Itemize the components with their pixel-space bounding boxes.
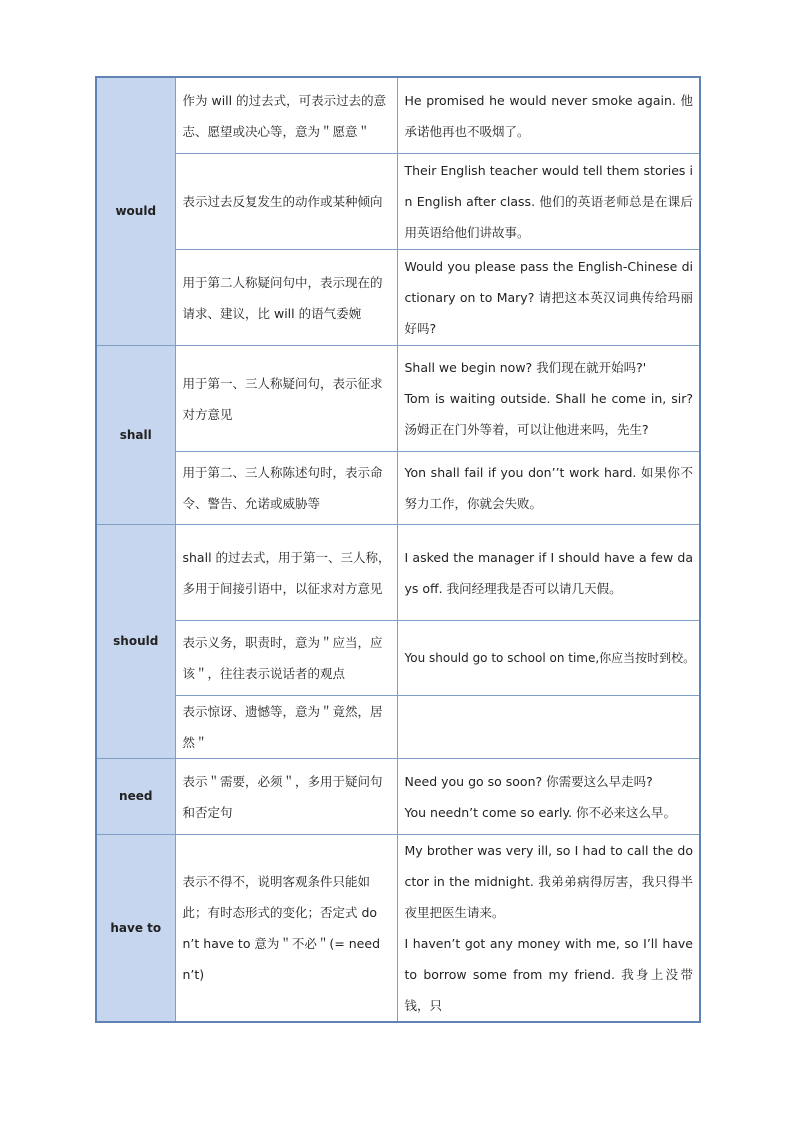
example-text: He promised he would never smoke again. 他承诺他再也不吸烟了。	[404, 92, 693, 139]
example-text: I asked the manager if I should have a few days off. 我问经理我是否可以请几天假。	[404, 549, 693, 596]
example-cell	[397, 525, 700, 621]
table-row	[96, 759, 700, 835]
modal-word-have-to: have to	[96, 835, 175, 1023]
example-cell	[397, 835, 700, 1023]
example-cell	[397, 621, 700, 696]
table-row	[96, 621, 700, 696]
example-text: Yon shall fail if you don’’t work hard. 如果你不努力工作，你就会失败。	[404, 465, 693, 511]
usage-cell: 用于第二人称疑问句中，表示现在的请求、建议，比 will 的语气委婉	[175, 250, 397, 346]
modal-verbs-table	[95, 76, 701, 1023]
modal-word-should: should	[96, 525, 175, 759]
example-cell	[397, 759, 700, 835]
example-text: You needn’t come so early. 你不必来这么早。	[404, 804, 677, 820]
example-cell	[397, 154, 700, 250]
usage-cell: 作为 will 的过去式，可表示过去的意志、愿望或决心等，意为＂愿意＂	[175, 77, 397, 154]
example-text: Tom is waiting outside. Shall he come in, sir? 汤姆正在门外等着，可以让他进来吗，先生?	[404, 391, 693, 437]
modal-word-would: would	[96, 77, 175, 346]
example-cell	[397, 77, 700, 154]
usage-cell: 表示义务，职责时，意为＂应当，应该＂，往往表示说话者的观点	[175, 621, 397, 696]
example-text: Need you go so soon? 你需要这么早走吗?	[404, 773, 653, 789]
table-row	[96, 696, 700, 759]
table-row	[96, 346, 700, 452]
table-row	[96, 250, 700, 346]
example-text: My brother was very ill, so I had to call the doctor in the midnight. 我弟弟病得厉害，我只得半夜里把医生请来。	[404, 843, 693, 920]
table-row	[96, 835, 700, 1023]
example-text: Would you please pass the English-Chinese dictionary on to Mary? 请把这本英汉词典传给玛丽好吗?	[404, 259, 693, 336]
table-row	[96, 525, 700, 621]
example-cell-empty	[397, 696, 700, 759]
usage-cell: 表示不得不，说明客观条件只能如此；有时态形式的变化；否定式 don’t have to 意为＂不必＂(= needn’t)	[175, 835, 397, 1023]
example-text: Their English teacher would tell them stories in English after class. 他们的英语老师总是在课后用英语给他们讲故事。	[404, 163, 693, 240]
example-text: I haven’t got any money with me, so I’ll have to borrow some from my friend. 我身上没带钱，只	[404, 936, 693, 1013]
example-cell	[397, 346, 700, 452]
modal-word-need: need	[96, 759, 175, 835]
table-row	[96, 452, 700, 525]
example-cell	[397, 250, 700, 346]
usage-cell: 表示惊讶、遗憾等，意为＂竟然，居然＂	[175, 696, 397, 759]
table-row	[96, 77, 700, 154]
usage-cell: 表示＂需要，必须＂，多用于疑问句和否定句	[175, 759, 397, 835]
example-cell	[397, 452, 700, 525]
example-text: Shall we begin now? 我们现在就开始吗?'	[404, 360, 647, 375]
usage-cell: 表示过去反复发生的动作或某种倾向	[175, 154, 397, 250]
usage-cell: 用于第二、三人称陈述句时，表示命令、警告、允诺或威胁等	[175, 452, 397, 525]
modal-word-shall: shall	[96, 346, 175, 525]
usage-cell: 用于第一、三人称疑问句，表示征求对方意见	[175, 346, 397, 452]
example-text: You should go to school on time,你应当按时到校。	[404, 650, 696, 665]
table-row	[96, 154, 700, 250]
usage-cell: shall 的过去式，用于第一、三人称，多用于间接引语中，以征求对方意见	[175, 525, 397, 621]
